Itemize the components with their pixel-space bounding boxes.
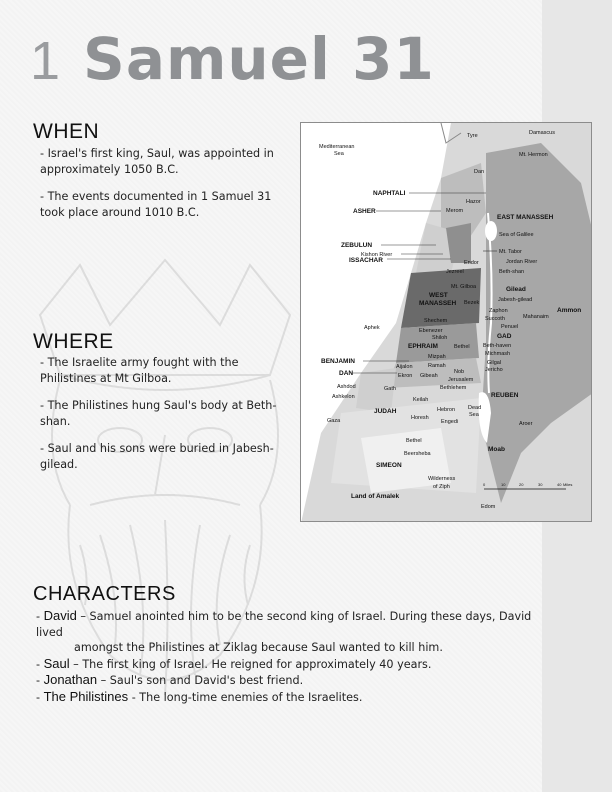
map-label-dan-tribe: DAN: [339, 370, 354, 377]
where-item: - The Philistines hung Saul's body at Beth-shan.: [40, 399, 277, 428]
map-label-edom: Edom: [481, 504, 496, 510]
scale-tick: 30: [538, 482, 543, 487]
book-name: Samuel 31: [83, 25, 435, 93]
character-name: David: [43, 608, 77, 623]
map-label-reuben: REUBEN: [491, 392, 519, 399]
map-label-jezreel: Jezreel: [446, 269, 464, 275]
map-label-naphtali: NAPHTALI: [373, 190, 406, 197]
map-label-ashdod: Ashdod: [337, 384, 356, 390]
where-list: [40, 355, 290, 484]
map-label-zaphon: Zaphon: [489, 308, 508, 314]
map-label-engedi: Engedi: [441, 419, 459, 425]
scale-tick: 0: [483, 482, 486, 487]
character-philistines: - The Philistines - The long-time enemies of the Israelites.: [36, 688, 363, 704]
character-david: - David – Samuel anointed him to be the second king of Israel. During these days, David lived amongst the Philistines at Ziklag because Saul wanted to kill him.: [36, 608, 556, 656]
map-label-gilead: Gilead: [506, 286, 526, 293]
map-label-mizpah: Mizpah: [428, 354, 446, 360]
scale-unit: Miles: [563, 482, 573, 487]
map-label-mt-tabor: Mt. Tabor: [499, 249, 522, 255]
character-jonathan: - Jonathan – Saul's son and David's best friend.: [36, 672, 304, 687]
where-item: - Saul and his sons were buried in Jabesh-gilead.: [40, 442, 274, 471]
map-label-ekron: Ekron: [398, 373, 413, 379]
map-label-tyre: Tyre: [467, 133, 478, 139]
map-label-beersheba: Beersheba: [404, 451, 431, 457]
map-label-judah: JUDAH: [374, 408, 397, 415]
map-label-beth-haven: Beth-haven: [483, 343, 512, 349]
map-label-dan-city: Dan: [474, 169, 485, 175]
characters-heading: CHARACTERS: [33, 583, 176, 605]
map-label-asher: ASHER: [353, 208, 376, 215]
map-label-manasseh: MANASSEH: [419, 300, 457, 307]
map-label-simeon: SIMEON: [376, 462, 402, 469]
map-label-sea-of-galilee: Sea of Galilee: [499, 232, 534, 238]
when-item: - The events documented in 1 Samuel 31 took place around 1010 B.C.: [40, 190, 272, 219]
map-label-bethlehem: Bethlehem: [440, 385, 467, 391]
map-label-of-ziph: of Ziph: [433, 484, 450, 490]
when-item: - Israel's first king, Saul, was appointed in approximately 1050 B.C.: [40, 147, 274, 176]
map-label-gibeah: Gibeah: [420, 373, 438, 379]
map-label-benjamin: BENJAMIN: [321, 358, 355, 365]
map-label-gath: Gath: [384, 386, 396, 392]
map-label-mt-gilboa: Mt. Gilboa: [451, 284, 477, 290]
map-label-bezek: Bezek: [464, 300, 480, 306]
character-name: Jonathan: [43, 672, 98, 687]
character-desc-cont: amongst the Philistines at Ziklag because Saul wanted to kill him.: [74, 641, 443, 654]
map-label-ashkelon: Ashkelon: [332, 394, 355, 400]
map-label-ebenezer: Ebenezer: [419, 328, 443, 334]
map-label-endor: Endor: [464, 260, 479, 266]
where-item: - The Israelite army fought with the Philistines at Mt Gilboa.: [40, 356, 239, 385]
character-desc: – The first king of Israel. He reigned for approximately 40 years.: [69, 657, 432, 671]
map-label-dead: Dead: [468, 405, 482, 411]
when-list: [40, 146, 290, 232]
map-label-ephraim: EPHRAIM: [408, 343, 438, 350]
map-label-succoth: Succoth: [485, 316, 505, 322]
map-of-israel-tribes: [300, 122, 592, 522]
map-label-gilgal: Gilgal: [487, 360, 502, 366]
scale-tick: 20: [519, 482, 524, 487]
sea-label-2: Sea: [334, 151, 344, 157]
map-label-jabesh-gilead: Jabesh-gilead: [498, 297, 533, 303]
map-label-jordan-river: Jordan River: [506, 259, 538, 265]
map-label-penuel: Penuel: [501, 324, 519, 330]
map-label-moab: Moab: [488, 446, 505, 453]
when-heading: WHEN: [33, 120, 100, 143]
sea-label: Mediterranean: [319, 144, 355, 150]
map-label-kishon-river: Kishon River: [361, 252, 393, 258]
map-label-ramah: Ramah: [428, 363, 446, 369]
map-label-land-of-amalek: Land of Amalek: [351, 493, 400, 500]
where-heading: WHERE: [33, 330, 114, 353]
characters-list: [36, 608, 556, 705]
map-label-aijalon: Aijalon: [396, 364, 413, 370]
map-label-shechem: Shechem: [424, 318, 448, 324]
map-label-west: WEST: [429, 292, 448, 299]
map-label-beth-shan: Beth-shan: [499, 269, 525, 275]
map-label-gaza: Gaza: [327, 418, 341, 424]
map-label-mahanaim: Mahanaim: [523, 314, 549, 320]
map-label-nob: Nob: [454, 369, 465, 375]
map-label-michmash: Michmash: [485, 351, 511, 357]
map-label-hazor: Hazor: [466, 199, 481, 205]
character-desc: - The long-time enemies of the Israelites.: [128, 690, 363, 704]
character-desc: – Samuel anointed him to be the second king of Israel. During these days, David lived: [36, 610, 532, 639]
map-label-merom: Merom: [446, 208, 464, 214]
book-number: 1: [30, 31, 62, 91]
map-label-sea-dead: Sea: [469, 412, 479, 418]
map-label-jerusalem: Jerusalem: [448, 377, 474, 383]
map-label-bethel-north: Bethel: [454, 344, 470, 350]
map-label-jericho: Jericho: [485, 367, 503, 373]
scale-tick: 40: [557, 482, 562, 487]
map-label-ammon: Ammon: [557, 307, 582, 314]
scale-tick: 10: [501, 482, 506, 487]
map-label-mt-hermon: Mt. Hermon: [519, 152, 548, 158]
map-label-bethel-south: Bethel: [406, 438, 422, 444]
map-label-damascus: Damascus: [529, 130, 555, 136]
map-label-gad: GAD: [497, 333, 512, 340]
map-label-east-manasseh: EAST MANASSEH: [497, 214, 554, 221]
map-label-aroer: Aroer: [519, 421, 533, 427]
map-label-aphek: Aphek: [364, 325, 380, 331]
map-label-wilderness: Wilderness: [428, 476, 456, 482]
map-label-horesh: Horesh: [411, 415, 429, 421]
character-saul: - Saul – The first king of Israel. He reigned for approximately 40 years.: [36, 655, 432, 671]
page-title: [30, 25, 435, 95]
map-label-zebulun: ZEBULUN: [341, 242, 373, 249]
map-label-issachar: ISSACHAR: [349, 257, 383, 264]
character-name: Saul: [43, 655, 70, 671]
character-name: The Philistines: [43, 688, 129, 704]
map-label-shiloh: Shiloh: [432, 335, 448, 341]
map-label-hebron: Hebron: [437, 407, 456, 413]
character-desc: – Saul's son and David's best friend.: [97, 674, 304, 687]
map-label-keilah: Keilah: [413, 397, 429, 403]
